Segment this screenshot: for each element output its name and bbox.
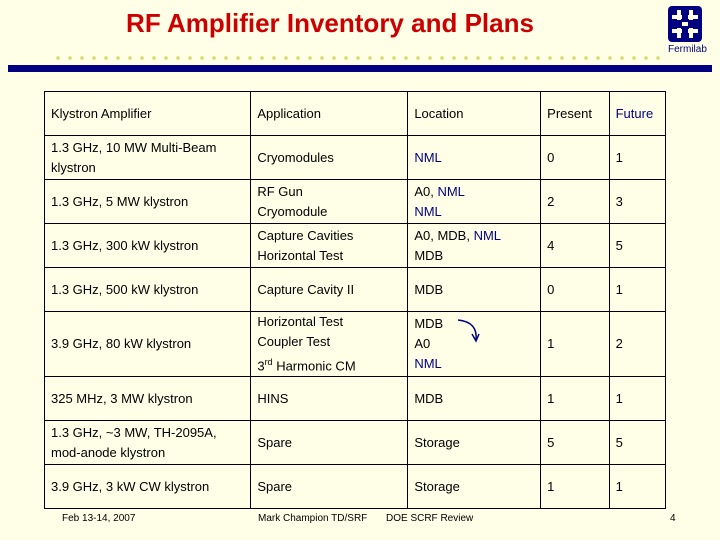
slide-title: RF Amplifier Inventory and Plans bbox=[126, 8, 534, 38]
table-row bbox=[45, 421, 666, 465]
cell-amplifier: 3.9 GHz, 80 kW klystron bbox=[45, 312, 251, 377]
table-row bbox=[45, 312, 666, 377]
cell-future: 1 bbox=[609, 268, 665, 312]
title-bar bbox=[8, 65, 712, 72]
cell-amplifier: 1.3 GHz, 300 kW klystron bbox=[45, 224, 251, 268]
cell-future: 1 bbox=[609, 465, 665, 509]
cell-future: 2 bbox=[609, 312, 665, 377]
cell-amplifier: 1.3 GHz, 500 kW klystron bbox=[45, 268, 251, 312]
header-location: Location bbox=[408, 92, 541, 136]
cell-present: 5 bbox=[541, 421, 609, 465]
cell-application: Cryomodules bbox=[251, 136, 408, 180]
cell-location: MDB bbox=[408, 268, 541, 312]
cell-future: 3 bbox=[609, 180, 665, 224]
header-application: Application bbox=[251, 92, 408, 136]
cell-future: 1 bbox=[609, 136, 665, 180]
cell-location: NML bbox=[408, 136, 541, 180]
cell-location: MDB A0 NML bbox=[408, 312, 541, 377]
header-klystron-amplifier: Klystron Amplifier bbox=[45, 92, 251, 136]
cell-application: HINS bbox=[251, 377, 408, 421]
third-harmonic-cm: 3rd Harmonic CM bbox=[257, 357, 356, 374]
footer-date: Feb 13-14, 2007 bbox=[62, 513, 136, 524]
table-row bbox=[45, 268, 666, 312]
cell-location: Storage bbox=[408, 421, 541, 465]
cell-location: Storage bbox=[408, 465, 541, 509]
cell-location: MDB bbox=[408, 377, 541, 421]
cell-present: 0 bbox=[541, 136, 609, 180]
inventory-table bbox=[44, 91, 666, 509]
table-row bbox=[45, 377, 666, 421]
cell-amplifier: 325 MHz, 3 MW klystron bbox=[45, 377, 251, 421]
header-present: Present bbox=[541, 92, 609, 136]
cell-application: Capture Cavity II bbox=[251, 268, 408, 312]
table-row bbox=[45, 136, 666, 180]
cell-future: 5 bbox=[609, 421, 665, 465]
fermilab-label: Fermilab bbox=[668, 44, 707, 55]
header-future: Future bbox=[609, 92, 665, 136]
location-a0-nml: A0, NML bbox=[414, 183, 465, 199]
cell-amplifier: 1.3 GHz, 10 MW Multi-Beam klystron bbox=[45, 136, 251, 180]
cell-application: Spare bbox=[251, 465, 408, 509]
curved-arrow-icon bbox=[454, 314, 490, 344]
cell-amplifier: 1.3 GHz, ~3 MW, TH-2095A, mod-anode klystron bbox=[45, 421, 251, 465]
cell-application: Capture Cavities Horizontal Test bbox=[251, 224, 408, 268]
cell-present: 2 bbox=[541, 180, 609, 224]
location-a0-mdb-nml: A0, MDB, NML bbox=[414, 227, 502, 243]
cell-application: Spare bbox=[251, 421, 408, 465]
footer bbox=[0, 513, 720, 527]
table-row bbox=[45, 224, 666, 268]
cell-present: 1 bbox=[541, 312, 609, 377]
footer-event: DOE SCRF Review bbox=[386, 513, 474, 524]
cell-application: Horizontal Test Coupler Test 3rd Harmonic CM bbox=[251, 312, 408, 377]
page-number: 4 bbox=[670, 513, 676, 524]
cell-present: 0 bbox=[541, 268, 609, 312]
cell-amplifier: 3.9 GHz, 3 kW CW klystron bbox=[45, 465, 251, 509]
cell-future: 5 bbox=[609, 224, 665, 268]
table-row bbox=[45, 465, 666, 509]
cell-future: 1 bbox=[609, 377, 665, 421]
footer-author: Mark Champion TD/SRF bbox=[258, 513, 368, 524]
cell-present: 1 bbox=[541, 465, 609, 509]
cell-present: 4 bbox=[541, 224, 609, 268]
dotted-divider bbox=[52, 56, 664, 60]
table-header-row bbox=[45, 92, 666, 136]
cell-location: A0, NML NML bbox=[408, 180, 541, 224]
cell-present: 1 bbox=[541, 377, 609, 421]
cell-application: RF Gun Cryomodule bbox=[251, 180, 408, 224]
cell-amplifier: 1.3 GHz, 5 MW klystron bbox=[45, 180, 251, 224]
fermilab-logo-icon bbox=[666, 4, 704, 44]
table-row bbox=[45, 180, 666, 224]
cell-location: A0, MDB, NML MDB bbox=[408, 224, 541, 268]
